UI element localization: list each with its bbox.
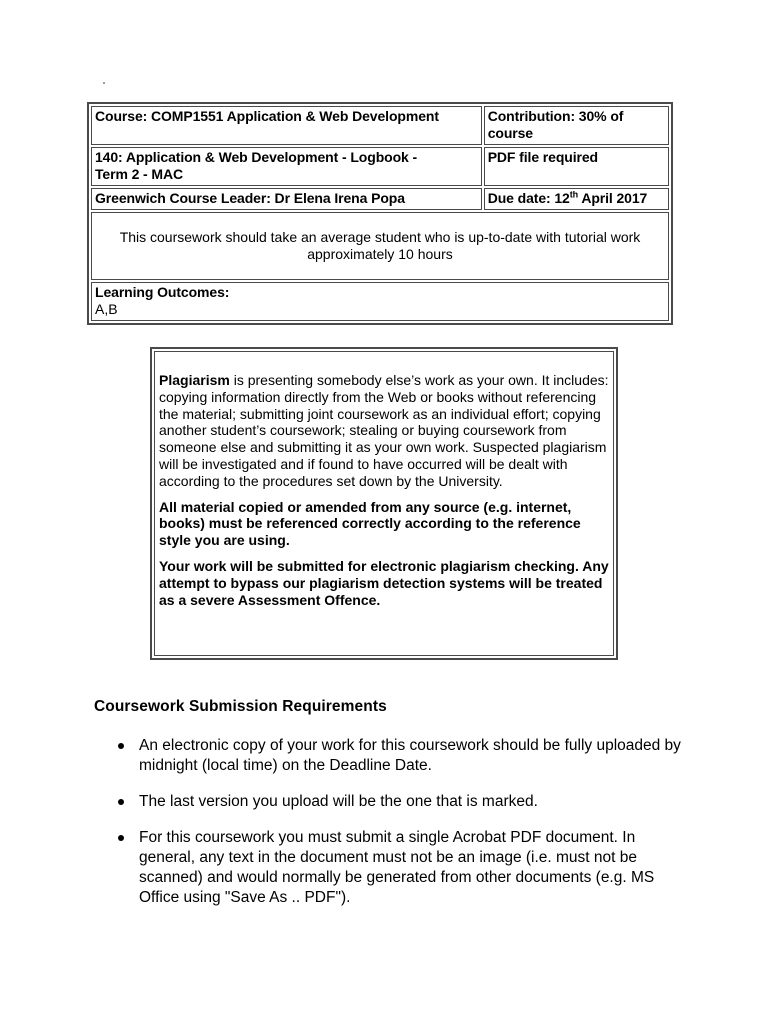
- course-title: Course: COMP1551 Application & Web Development: [95, 108, 439, 124]
- submission-requirements-list: [112, 736, 692, 924]
- leader-cell: [91, 188, 482, 210]
- page-speck: [103, 82, 105, 84]
- table-row: [91, 147, 669, 186]
- module-line-1: 140: Application & Web Development - Logbook -: [95, 149, 418, 165]
- module-line-2: Term 2 - MAC: [95, 166, 183, 182]
- file-requirement-text: PDF file required: [487, 149, 599, 165]
- list-item: [112, 736, 692, 776]
- course-cell: [91, 106, 482, 145]
- referencing-notice: All material copied or amended from any source (e.g. internet, books) must be referenced correctly according to the reference style you are using.: [159, 498, 581, 549]
- effort-line-1: This coursework should take an average student who is up-to-date with tutorial work: [119, 229, 641, 245]
- requirement-text: An electronic copy of your work for this coursework should be fully uploaded by midnight (local time) on the Deadline Date.: [139, 737, 681, 774]
- learning-outcomes-cell: [91, 282, 669, 321]
- plagiarism-term: Plagiarism: [159, 372, 230, 388]
- contribution-text: Contribution: 30% of course: [487, 108, 624, 141]
- list-item: [112, 828, 692, 908]
- submission-heading: Coursework Submission Requirements: [94, 698, 387, 715]
- learning-outcomes-value: A,B: [95, 301, 118, 317]
- course-info-table: [87, 102, 673, 325]
- bullet-icon: [118, 743, 124, 749]
- requirement-text: The last version you upload will be the one that is marked.: [139, 793, 538, 810]
- list-item: [112, 792, 692, 812]
- due-date-cell: [484, 188, 669, 210]
- plagiarism-definition-text: is presenting somebody else’s work as your own. It includes: copying information directly from the Web or books without referencing the material; submitting joint coursework as an individual effort; copying another student’s coursework; stealing or buying coursework from someone else and submitting it as your own work. Suspected plagiarism will be investigated and if found to have occurred will be dealt with according to the procedures set down by the University.: [159, 372, 609, 489]
- file-requirement-cell: [484, 147, 669, 186]
- plagiarism-notice-box: [150, 347, 618, 660]
- table-row: [91, 212, 669, 280]
- plagiarism-definition: [159, 372, 609, 490]
- bullet-icon: [118, 799, 124, 805]
- requirement-text: For this coursework you must submit a single Acrobat PDF document. In general, any text in the document must not be an image (i.e. must not be scanned) and would normally be generated from other documents (e.g. MS Office using "Save As .. PDF").: [139, 829, 655, 906]
- due-date-suffix: April 2017: [578, 190, 648, 206]
- effort-cell: [91, 212, 669, 280]
- due-date-ordinal: th: [569, 189, 579, 200]
- table-row: [91, 106, 669, 145]
- due-date-prefix: Due date: 12: [487, 190, 570, 206]
- effort-line-2: approximately 10 hours: [307, 246, 453, 262]
- bullet-icon: [118, 835, 124, 841]
- table-row: [91, 282, 669, 321]
- module-cell: [91, 147, 482, 186]
- contribution-cell: [484, 106, 669, 145]
- plagiarism-notice-inner: [154, 351, 614, 656]
- table-row: [91, 188, 669, 210]
- course-leader-text: Greenwich Course Leader: Dr Elena Irena Popa: [95, 190, 405, 206]
- checking-notice: Your work will be submitted for electronic plagiarism checking. Any attempt to bypass our plagiarism detection systems will be treated as a severe Assessment Offence.: [159, 557, 609, 608]
- learning-outcomes-label: Learning Outcomes:: [95, 284, 230, 300]
